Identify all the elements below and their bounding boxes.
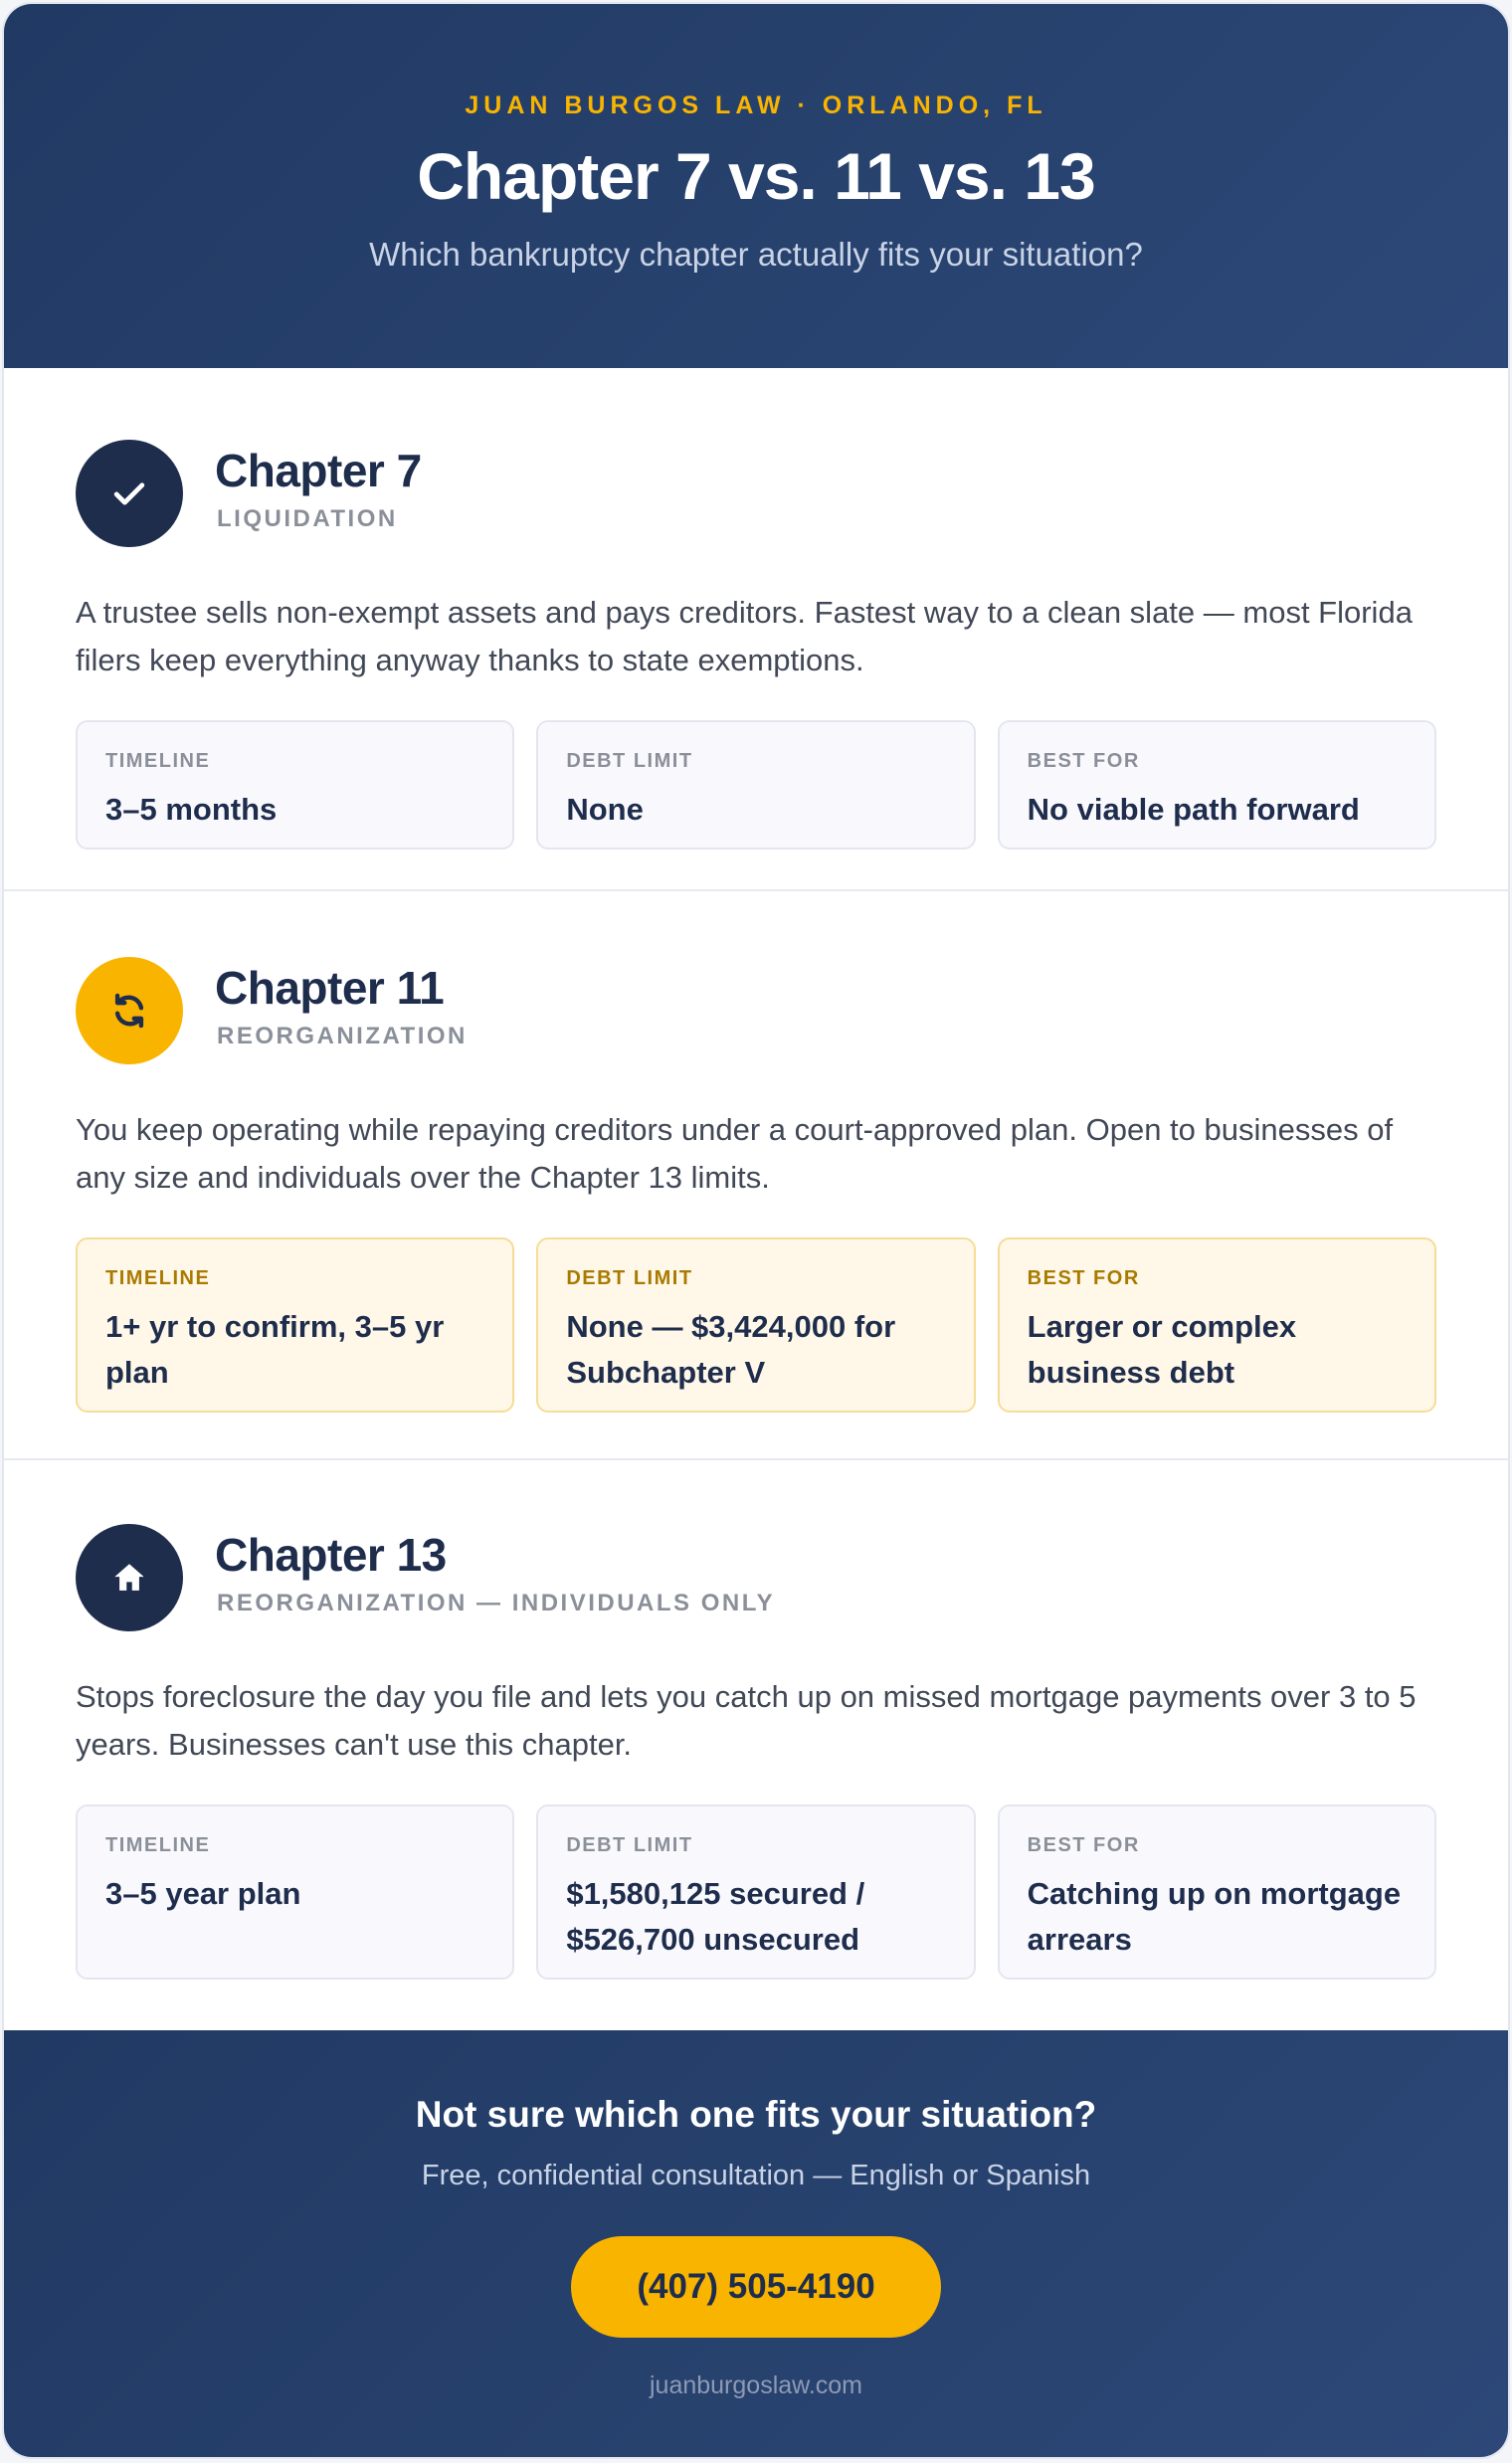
- best-for-box: [998, 1237, 1436, 1413]
- chapter-subtitle: REORGANIZATION — INDIVIDUALS ONLY: [217, 1590, 776, 1616]
- fact-boxes: [76, 1804, 1436, 1980]
- home-icon: [76, 1524, 183, 1631]
- chapter-description: Stops foreclosure the day you file and lets you catch up on missed mortgage payments over 3 to 5 years. Businesses can't use this chapter.: [76, 1679, 1417, 1762]
- chapter-title: Chapter 11: [215, 962, 445, 1014]
- fact-label: DEBT LIMIT: [566, 1267, 693, 1289]
- chapter-7-section: [4, 368, 1508, 891]
- page-title: Chapter 7 vs. 11 vs. 13: [417, 139, 1095, 213]
- chapter-subtitle: LIQUIDATION: [217, 505, 398, 532]
- timeline-box: [76, 1237, 514, 1413]
- fact-value: None: [566, 792, 644, 827]
- fact-value: No viable path forward: [1027, 792, 1360, 827]
- check-icon: [76, 440, 183, 547]
- fact-value: 3–5 months: [105, 792, 278, 827]
- debt-limit-box: [536, 720, 975, 850]
- chapter-description: A trustee sells non-exempt assets and pays creditors. Fastest way to a clean slate — most Florida filers keep everything anyway thanks to state exemptions.: [76, 595, 1413, 677]
- fact-label: BEST FOR: [1027, 750, 1140, 772]
- fact-boxes: [76, 720, 1436, 850]
- cta-title: Not sure which one fits your situation?: [415, 2094, 1097, 2135]
- fact-label: TIMELINE: [105, 1267, 211, 1289]
- chapter-title: Chapter 13: [215, 1529, 447, 1581]
- cta-subtitle: Free, confidential consultation — English or Spanish: [421, 2160, 1091, 2191]
- timeline-box: [76, 1804, 514, 1980]
- hero-header: [4, 4, 1508, 368]
- fact-value: Larger or complex business debt: [1027, 1309, 1297, 1390]
- chapter-11-section: [4, 891, 1508, 1460]
- firm-eyebrow: JUAN BURGOS LAW · ORLANDO, FL: [465, 92, 1047, 119]
- chapter-description: You keep operating while repaying creditors under a court-approved plan. Open to businesses of any size and individuals over the Chapter 13 limits.: [76, 1112, 1394, 1195]
- refresh-icon: [76, 957, 183, 1064]
- fact-label: DEBT LIMIT: [566, 1834, 693, 1856]
- best-for-box: [998, 720, 1436, 850]
- debt-limit-box: [536, 1804, 975, 1980]
- fact-label: BEST FOR: [1027, 1267, 1140, 1289]
- fact-label: DEBT LIMIT: [566, 750, 693, 772]
- timeline-box: [76, 720, 514, 850]
- fact-value: Catching up on mortgage arrears: [1027, 1876, 1402, 1957]
- chapter-13-section: [4, 1460, 1508, 2030]
- website-link[interactable]: juanburgoslaw.com: [649, 2371, 862, 2399]
- chapter-title: Chapter 7: [215, 445, 422, 496]
- best-for-box: [998, 1804, 1436, 1980]
- fact-value: 1+ yr to confirm, 3–5 yr plan: [105, 1309, 445, 1390]
- chapter-subtitle: REORGANIZATION: [217, 1023, 468, 1049]
- cta-footer: [4, 2030, 1508, 2459]
- fact-label: TIMELINE: [105, 1834, 211, 1856]
- fact-value: 3–5 year plan: [105, 1876, 301, 1911]
- fact-value: $1,580,125 secured / $526,700 unsecured: [566, 1876, 865, 1957]
- debt-limit-box: [536, 1237, 975, 1413]
- page-subtitle: Which bankruptcy chapter actually fits your situation?: [369, 236, 1143, 273]
- fact-value: None — $3,424,000 for Subchapter V: [566, 1309, 896, 1390]
- call-phone-button[interactable]: (407) 505-4190: [571, 2236, 941, 2338]
- fact-label: BEST FOR: [1027, 1834, 1140, 1856]
- fact-boxes: [76, 1237, 1436, 1413]
- comparison-card: [2, 2, 1510, 2459]
- fact-label: TIMELINE: [105, 750, 211, 772]
